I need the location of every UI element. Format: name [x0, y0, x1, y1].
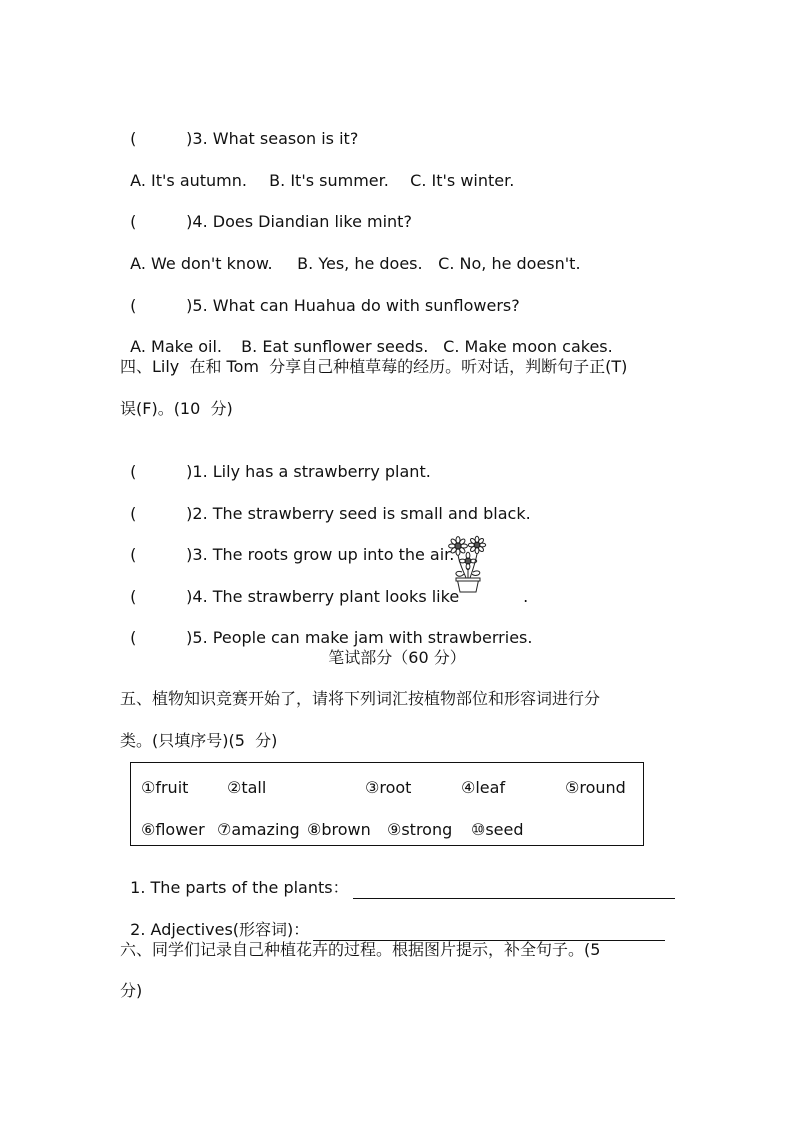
word-item: ⑧brown — [307, 820, 371, 839]
sunflower-pot-icon — [444, 534, 492, 594]
question-text: )4. Does Diandian like mint? — [186, 212, 412, 231]
option-b: B. Eat sunflower seeds. — [241, 337, 429, 356]
tf-item-text: )5. People can make jam with strawberries. — [186, 628, 533, 647]
tf-item-5 — [120, 605, 532, 649]
question-4-options — [120, 231, 581, 275]
blank-label: 1. The parts of the plants： — [130, 878, 349, 897]
answer-paren[interactable]: ( — [130, 628, 137, 647]
section-6-heading: 六、同学们记录自己种植花卉的过程。根据图片提示，补全句子。(5 — [120, 940, 601, 959]
section-6-heading-cont: 分) — [120, 981, 143, 1000]
question-text: )5. What can Huahua do with sunflowers? — [186, 296, 520, 315]
answer-paren[interactable]: ( — [130, 504, 137, 523]
section-5-heading: 五、植物知识竞赛开始了，请将下列词汇按植物部位和形容词进行分 — [120, 689, 601, 708]
section-4-heading: 四、Lily 在和 Tom 分享自己种植草莓的经历。听对话，判断句子正(T) — [120, 357, 628, 376]
parts-of-plants-row — [120, 855, 675, 899]
option-c: C. Make moon cakes. — [443, 337, 613, 356]
question-4 — [120, 189, 412, 233]
answer-paren[interactable]: ( — [130, 212, 137, 231]
word-item: ③root — [365, 778, 412, 797]
word-item: ②tall — [227, 778, 267, 797]
word-item: ①fruit — [141, 778, 189, 797]
written-part-title: 笔试部分（60 分） — [328, 648, 466, 667]
question-3 — [120, 106, 358, 150]
option-b: B. Yes, he does. — [297, 254, 423, 273]
word-bank-box — [130, 762, 644, 846]
tf-item-suffix: . — [523, 587, 529, 606]
option-a: A. We don't know. — [130, 254, 273, 273]
blank-label: 2. Adjectives(形容词)： — [130, 920, 310, 939]
tf-item-text: )2. The strawberry seed is small and black. — [186, 504, 531, 523]
word-item: ⑤round — [565, 778, 626, 797]
option-c: C. No, he doesn't. — [438, 254, 581, 273]
question-3-options — [120, 148, 514, 192]
tf-item-text: )4. The strawberry plant looks like — [186, 587, 460, 606]
section-4-heading-cont: 误(F)。(10 分) — [120, 399, 233, 418]
option-b: B. It's summer. — [269, 171, 389, 190]
section-5-heading-cont: 类。(只填序号)(5 分) — [120, 731, 278, 750]
question-text: )3. What season is it? — [186, 129, 359, 148]
tf-item-1 — [120, 439, 431, 483]
adjectives-row — [120, 897, 665, 941]
option-c: C. It's winter. — [410, 171, 515, 190]
question-5-options — [120, 314, 613, 358]
word-item: ⑦amazing — [217, 820, 300, 839]
option-a: A. It's autumn. — [130, 171, 247, 190]
answer-paren[interactable]: ( — [130, 129, 137, 148]
option-a: A. Make oil. — [130, 337, 223, 356]
tf-item-2 — [120, 481, 531, 525]
word-item: ④leaf — [461, 778, 506, 797]
answer-paren[interactable]: ( — [130, 296, 137, 315]
word-item: ⑥flower — [141, 820, 205, 839]
answer-paren[interactable]: ( — [130, 587, 137, 606]
question-5 — [120, 273, 520, 317]
answer-paren[interactable]: ( — [130, 462, 137, 481]
word-item: ⑨strong — [387, 820, 453, 839]
word-item: ⑩seed — [471, 820, 524, 839]
tf-item-text: )3. The roots grow up into the air. — [186, 545, 455, 564]
tf-item-3 — [120, 522, 454, 566]
answer-paren[interactable]: ( — [130, 545, 137, 564]
tf-item-text: )1. Lily has a strawberry plant. — [186, 462, 431, 481]
